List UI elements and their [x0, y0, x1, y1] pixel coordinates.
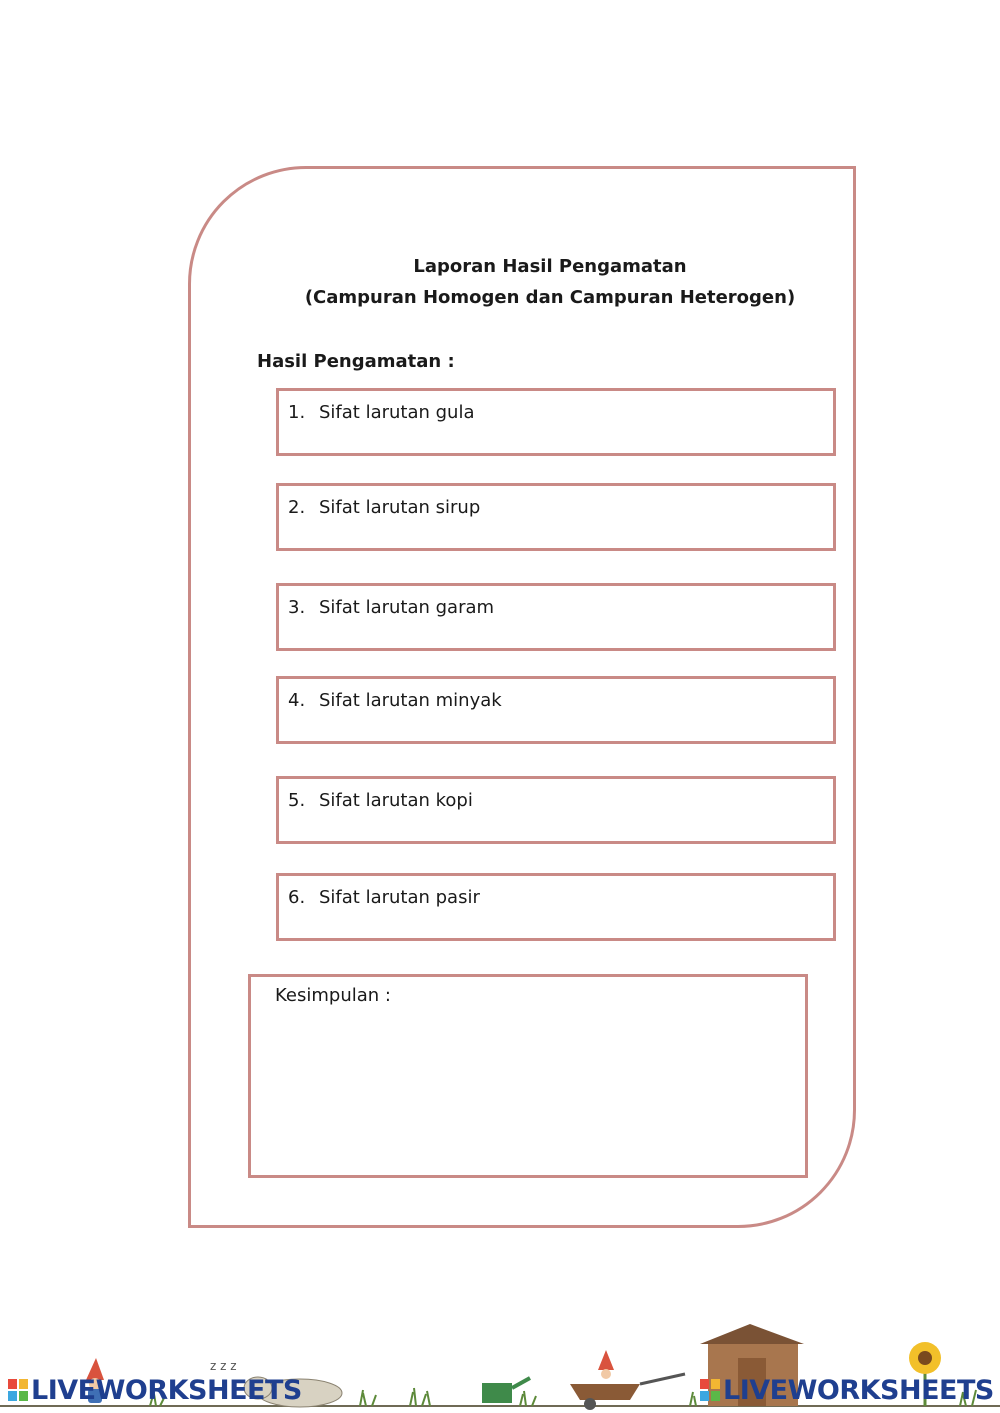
observation-answer-box-5[interactable] — [276, 776, 836, 844]
liveworksheets-logo-icon — [700, 1379, 720, 1401]
item-label: Sifat larutan kopi — [319, 790, 473, 811]
item-label: Sifat larutan garam — [319, 597, 495, 618]
item-label: Sifat larutan gula — [319, 402, 475, 423]
watering-can-icon — [482, 1378, 530, 1403]
page-subtitle: (Campuran Homogen dan Campuran Heterogen) — [304, 287, 796, 308]
item-number: 5. — [288, 790, 306, 811]
item-label: Sifat larutan pasir — [319, 887, 480, 908]
liveworksheets-logo-icon — [8, 1379, 28, 1401]
item-number: 1. — [288, 402, 306, 423]
observation-answer-box-6[interactable] — [276, 873, 836, 941]
item-number: 2. — [288, 497, 306, 518]
svg-text:z z z: z z z — [210, 1359, 237, 1373]
liveworksheets-logo-right — [700, 1375, 994, 1406]
item-number: 4. — [288, 690, 306, 711]
page-title: Laporan Hasil Pengamatan — [413, 256, 687, 277]
wheelbarrow-icon — [570, 1350, 685, 1410]
observation-answer-box-2[interactable] — [276, 483, 836, 551]
item-label: Sifat larutan minyak — [319, 690, 502, 711]
brand-text: LIVEWORKSHEETS — [31, 1375, 302, 1406]
item-number: 6. — [288, 887, 306, 908]
observation-heading: Hasil Pengamatan : — [257, 351, 455, 372]
liveworksheets-logo-left — [8, 1375, 302, 1406]
observation-answer-box-4[interactable] — [276, 676, 836, 744]
item-number: 3. — [288, 597, 306, 618]
observation-answer-box-3[interactable] — [276, 583, 836, 651]
conclusion-label: Kesimpulan : — [275, 985, 391, 1006]
item-label: Sifat larutan sirup — [319, 497, 481, 518]
brand-text: LIVEWORKSHEETS — [723, 1375, 994, 1406]
conclusion-answer-box[interactable] — [248, 974, 808, 1178]
observation-answer-box-1[interactable] — [276, 388, 836, 456]
